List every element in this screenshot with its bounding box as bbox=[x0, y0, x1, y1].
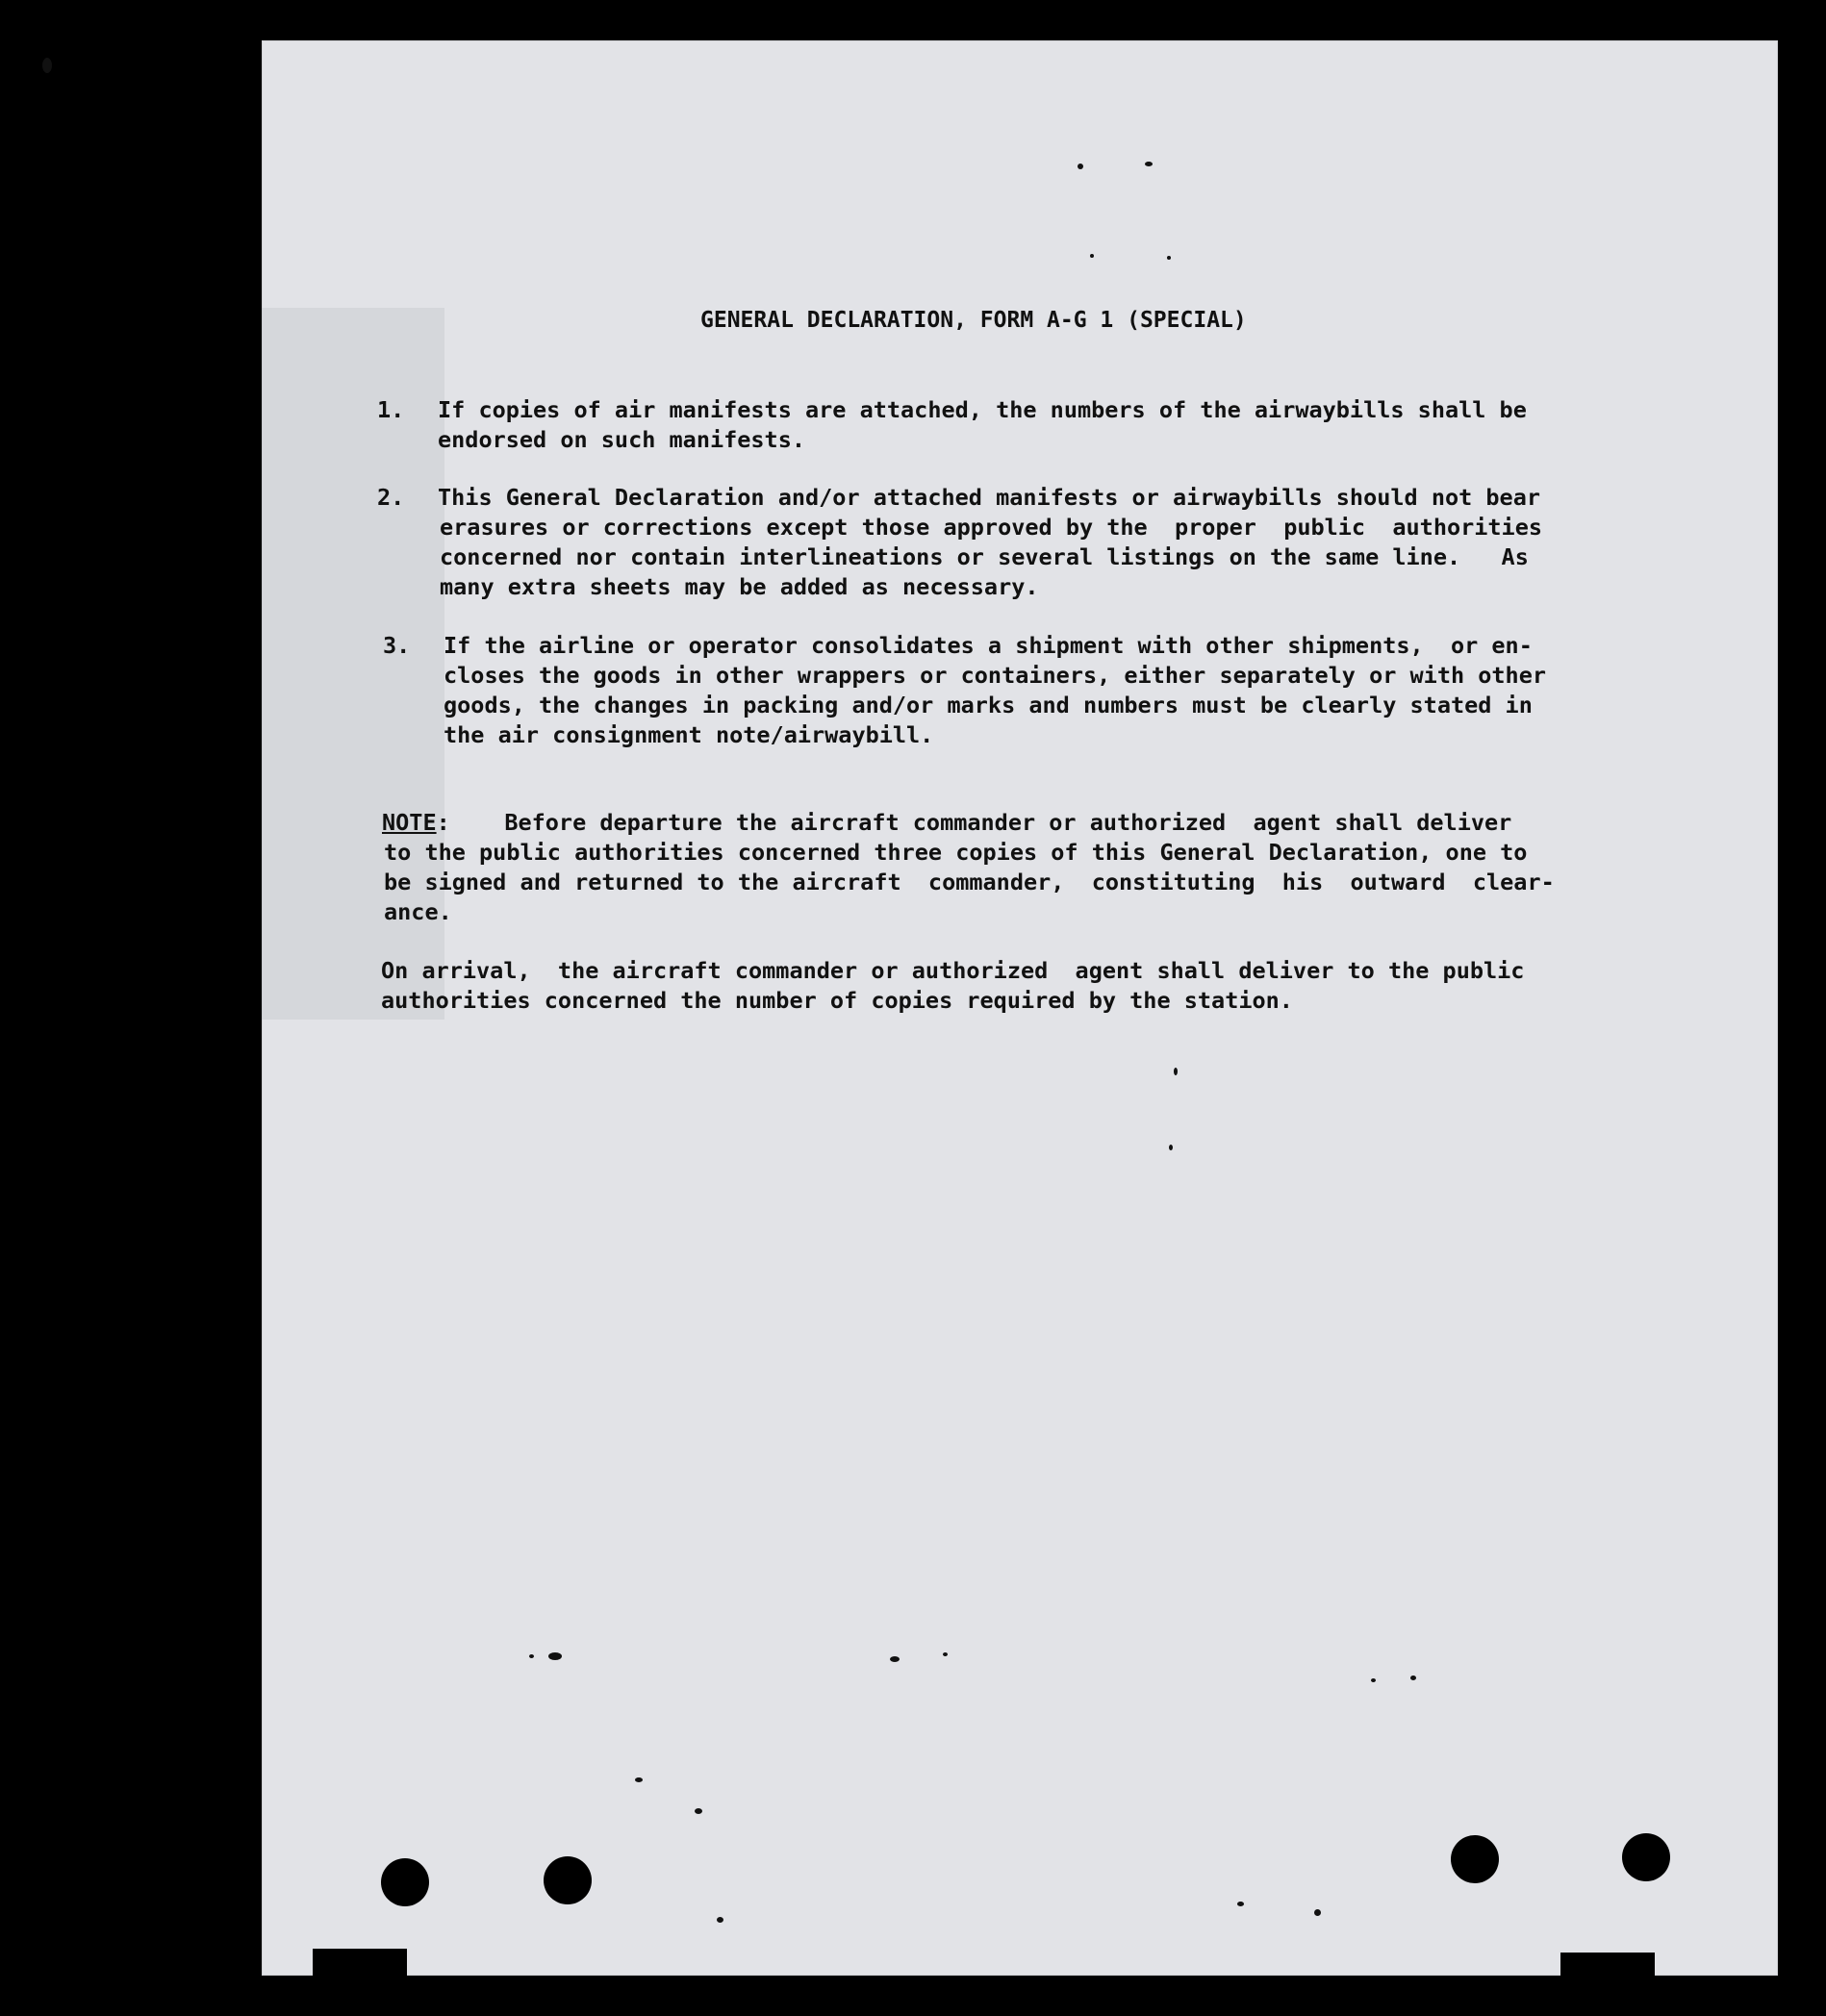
item-3-line-3: goods, the changes in packing and/or marks and numbers must be clearly stated in bbox=[444, 692, 1533, 718]
speck-mark bbox=[1371, 1678, 1376, 1682]
speck-mark bbox=[890, 1656, 900, 1662]
punch-hole bbox=[381, 1858, 429, 1906]
arrival-line-2: authorities concerned the number of copies required by the station. bbox=[381, 987, 1293, 1014]
edge-mark bbox=[313, 1949, 407, 1978]
speck-mark bbox=[1410, 1676, 1416, 1680]
item-3-line-2: closes the goods in other wrappers or containers, either separately or with other bbox=[444, 662, 1547, 689]
item-3-line-1: If the airline or operator consolidates a shipment with other shipments, or en- bbox=[444, 632, 1533, 659]
speck-mark bbox=[717, 1917, 723, 1923]
item-3-line-4: the air consignment note/airwaybill. bbox=[444, 721, 934, 748]
speck-mark bbox=[695, 1808, 702, 1814]
item-2-line-4: many extra sheets may be added as necessary. bbox=[440, 573, 1039, 600]
speck-mark bbox=[529, 1654, 534, 1658]
speck-mark bbox=[42, 58, 52, 73]
speck-mark bbox=[1237, 1902, 1244, 1906]
item-3-number: 3. bbox=[383, 632, 411, 659]
arrival-line-1: On arrival, the aircraft commander or authorized agent shall deliver to the public bbox=[381, 957, 1525, 984]
speck-mark bbox=[1169, 1145, 1173, 1150]
document-title: GENERAL DECLARATION, FORM A-G 1 (SPECIAL) bbox=[700, 308, 1247, 333]
note-line-2: to the public authorities concerned three copies of this General Declaration, one to bbox=[384, 839, 1528, 866]
speck-mark bbox=[1078, 164, 1083, 169]
note-line-3: be signed and returned to the aircraft commander, constituting his outward clear- bbox=[384, 869, 1555, 895]
note-first-line bbox=[382, 808, 1511, 838]
speck-mark bbox=[635, 1777, 643, 1782]
speck-mark bbox=[1314, 1909, 1321, 1916]
item-1-line-2: endorsed on such manifests. bbox=[438, 426, 806, 453]
punch-hole bbox=[1622, 1833, 1670, 1881]
item-1-line-1: If copies of air manifests are attached, the numbers of the airwaybills shall be bbox=[438, 396, 1527, 423]
item-2-number: 2. bbox=[377, 484, 405, 511]
note-label: NOTE bbox=[382, 809, 437, 836]
punch-hole bbox=[1451, 1835, 1499, 1883]
speck-mark bbox=[1167, 256, 1171, 260]
note-first-line-rest: : Before departure the aircraft commander or authorized agent shall deliver bbox=[436, 809, 1512, 836]
speck-mark bbox=[548, 1652, 562, 1660]
item-2-line-2: erasures or corrections except those approved by the proper public authorities bbox=[440, 514, 1543, 541]
note-line-4: ance. bbox=[384, 898, 452, 925]
edge-mark bbox=[1560, 1953, 1655, 1978]
item-1-number: 1. bbox=[377, 396, 405, 423]
speck-mark bbox=[943, 1652, 948, 1656]
item-2-line-3: concerned nor contain interlineations or several listings on the same line. As bbox=[440, 543, 1529, 570]
item-2-line-1: This General Declaration and/or attached manifests or airwaybills should not bear bbox=[438, 484, 1541, 511]
speck-mark bbox=[1090, 254, 1094, 258]
speck-mark bbox=[1145, 162, 1153, 166]
speck-mark bbox=[1174, 1068, 1178, 1075]
punch-hole bbox=[544, 1856, 592, 1904]
